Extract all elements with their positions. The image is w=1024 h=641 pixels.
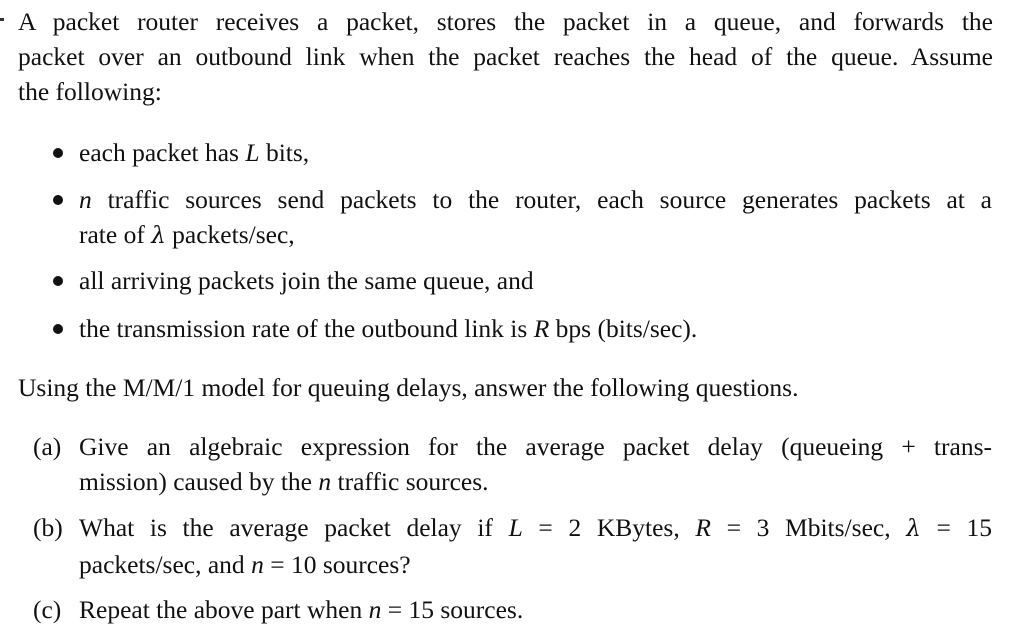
bullet-icon — [53, 276, 63, 286]
part-c-label: (c) — [33, 595, 62, 624]
intro-line-2: packet over an outbound link when the packet reaches the head of the queue. Assume — [18, 42, 993, 71]
bullet-1-post: bits, — [265, 138, 310, 167]
part-a-line-1: Give an algebraic expression for the average packet delay (queueing + trans- — [79, 432, 992, 461]
part-a-label: (a) — [33, 432, 62, 461]
part-b-text-4: = 15 — [936, 513, 993, 542]
intro-line-3: the following: — [18, 77, 162, 106]
var-R: R — [533, 314, 550, 343]
part-b-text-2: = 2 KBytes, — [538, 513, 680, 542]
part-c-text-2: = 15 sources. — [387, 595, 524, 624]
bullet-icon — [53, 324, 63, 334]
bullet-icon — [53, 148, 63, 158]
bullet-4-post: bps (bits/sec). — [555, 314, 698, 343]
part-b-text-3: = 3 Mbits/sec, — [726, 513, 891, 542]
lambda-symbol: λ — [906, 516, 921, 542]
bullet-3-text: all arriving packets join the same queue, and — [79, 266, 534, 295]
lambda-symbol: λ — [151, 223, 166, 249]
bullet-4-pre: the transmission rate of the outbound link is — [79, 314, 528, 343]
bullet-2-pre: rate of — [79, 220, 145, 249]
list-item — [79, 182, 992, 254]
list-item — [79, 311, 992, 346]
part-c-text-1: Repeat the above part when — [79, 595, 363, 624]
intro-paragraph — [18, 4, 993, 109]
bullet-2-post: packets/sec, — [172, 220, 295, 249]
part-b-text-1: What is the average packet delay if — [79, 513, 493, 542]
bullet-2-line-1: traffic sources send packets to the router, each source generates packets at a — [107, 185, 992, 214]
part-c — [33, 592, 992, 627]
list-item — [79, 263, 992, 298]
lead-sentence: Using the M/M/1 model for queuing delays, answer the following questions. — [18, 373, 799, 402]
var-L: L — [245, 138, 260, 167]
part-b-label: (b) — [33, 513, 63, 542]
var-n: n — [79, 185, 92, 214]
part-b-text-6: = 10 sources? — [270, 550, 411, 579]
part-b-text-5: packets/sec, and — [79, 550, 245, 579]
intro-line-1: A packet router receives a packet, stores the packet in a queue, and forwards the — [18, 7, 993, 36]
part-a-pre: mission) caused by the — [79, 467, 312, 496]
var-n: n — [251, 550, 264, 579]
part-b — [33, 510, 993, 582]
var-L: L — [508, 513, 523, 542]
margin-mark — [0, 18, 4, 21]
var-R: R — [695, 513, 711, 542]
bullet-icon — [53, 195, 63, 205]
var-n: n — [368, 595, 382, 624]
var-n: n — [318, 467, 332, 496]
part-a — [33, 429, 992, 499]
bullet-1-pre: each packet has — [79, 138, 239, 167]
list-item — [79, 135, 992, 170]
part-a-post: traffic sources. — [337, 467, 489, 496]
